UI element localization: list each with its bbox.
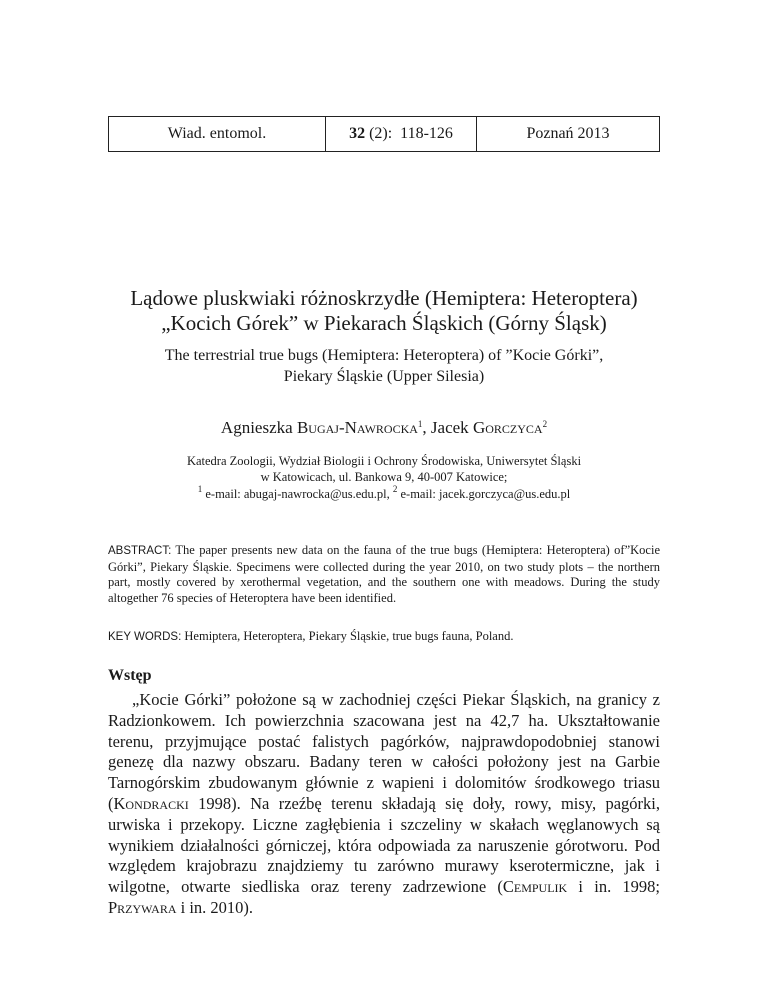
keywords-text: Hemiptera, Heteroptera, Piekary Śląskie, true bugs fauna, Poland. — [181, 629, 514, 643]
issue-pages: (2): 118-126 — [365, 125, 453, 142]
author-1-first-name: Agnieszka — [220, 418, 297, 437]
affiliation-line-1: Katedra Zoologii, Wydział Biologii i Ochrony Środowiska, Uniwersytet Śląski — [186, 454, 582, 468]
title-polish-line-1: Lądowe pluskwiaki różnoskrzydłe (Hemiptera: Heteroptera) — [130, 286, 638, 310]
author-1-last-name: Bugaj-Nawrocka — [296, 418, 418, 437]
abstract — [108, 543, 660, 606]
volume-number: 32 — [349, 125, 366, 142]
abstract-label: ABSTRACT: — [108, 545, 172, 557]
introduction-paragraph — [108, 690, 660, 919]
journal-name-cell — [109, 117, 326, 152]
place-year: Poznań 2013 — [526, 125, 610, 142]
abstract-text: The paper presents new data on the fauna of the true bugs (Hemiptera: Heteroptera) of”Kocie Górki”, Piekary Śląskie. Specimens were collected during the year 2010, on two study plots – the northern part, mostly covered by xerothermal vegetation, and the southern one with meadows. During the study altogether 76 species of Heteroptera have been identified. — [108, 543, 660, 605]
author-separator: , — [422, 418, 431, 437]
email-2-mark: 2 — [392, 484, 398, 494]
keywords — [108, 629, 668, 646]
intro-text-part-3: i in. 1998; — [567, 877, 660, 897]
title-english-line-1: The terrestrial true bugs (Hemiptera: Heteroptera) of ”Kocie Górki”, — [164, 347, 604, 364]
author-list — [60, 418, 708, 438]
section-heading-introduction: Wstęp — [108, 667, 152, 684]
citation-przywara: Przywara — [108, 897, 177, 917]
journal-header-row — [109, 117, 660, 152]
volume-cell — [326, 117, 477, 152]
place-year-cell — [477, 117, 660, 152]
email-1: e-mail: abugaj-nawrocka@us.edu.pl, — [202, 487, 393, 501]
journal-name: Wiad. entomol. — [167, 125, 267, 142]
author-1-affiliation-mark: 1 — [417, 419, 423, 429]
author-2-first-name: Jacek — [430, 418, 473, 437]
title-english-line-2: Piekary Śląskie (Upper Silesia) — [283, 368, 485, 385]
title-polish-line-2: „Kocich Górek” w Piekarach Śląskich (Górny Śląsk) — [161, 311, 607, 335]
citation-kondracki: Kondracki — [113, 793, 189, 813]
intro-text-part-1: „Kocie Górki” położone są w zachodniej części Piekar Śląskich, na granicy z Radzionkowem. Ich powierzchnia szacowana jest na 42,7 ha. Ukształtowanie terenu, przyjmujące postać falistych pagórków, najprawdopodobniej stanowi genezę dla nazwy obszaru. Badany teren w całości położony jest na Garbie Tarnogórskim zbudowanym głównie z wapieni i dolomitów środkowego triasu ( — [108, 690, 660, 813]
affiliation-line-2: w Katowicach, ul. Bankowa 9, 40-007 Katowice; — [260, 470, 508, 484]
email-1-mark: 1 — [197, 484, 203, 494]
author-2-affiliation-mark: 2 — [542, 419, 548, 429]
intro-text-part-4: i in. 2010). — [176, 897, 254, 917]
email-2: e-mail: jacek.gorczyca@us.edu.pl — [397, 487, 571, 501]
intro-text-part-2: 1998). Na rzeźbę terenu składają się doły, rowy, misy, pagórki, urwiska i przekopy. Liczne zagłębienia i szczeliny w skałach węglanowych są wynikiem działalności górniczej, która odpowiada za naruszenie górotworu. Pod względem krajobrazu znajdziemy tu zarówno murawy kserotermiczne, jak i wilgotne, otwarte siedliska oraz tereny zadrzewione ( — [108, 793, 660, 897]
keywords-label: KEY WORDS: — [108, 631, 182, 643]
author-2-last-name: Gorczyca — [472, 418, 543, 437]
affiliation-emails — [60, 486, 708, 502]
journal-header-table — [108, 116, 660, 152]
citation-cempulik: Cempulik — [502, 877, 568, 897]
